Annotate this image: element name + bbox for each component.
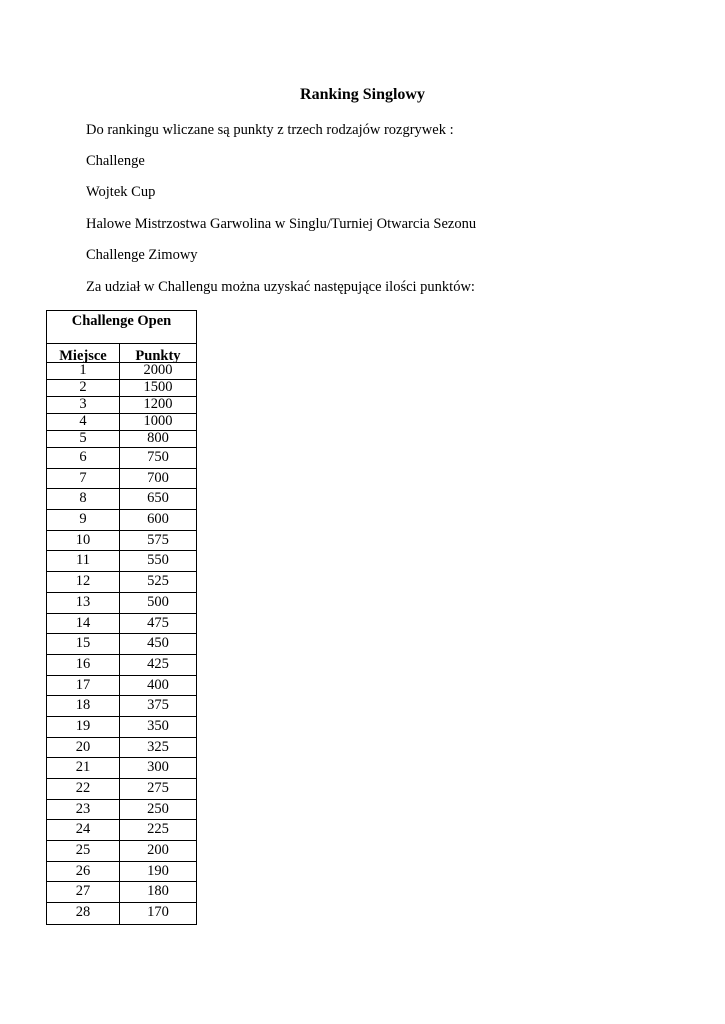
table-row — [47, 531, 196, 552]
table-row — [47, 800, 196, 821]
table-row — [47, 779, 196, 800]
table-row — [47, 738, 196, 759]
points-table — [46, 310, 197, 925]
table-row — [47, 903, 196, 924]
points-cell: 190 — [147, 862, 169, 879]
table-row — [47, 841, 196, 862]
points-cell: 425 — [147, 655, 169, 672]
points-cell: 450 — [147, 635, 169, 652]
place-cell: 20 — [47, 738, 120, 758]
place-cell: 23 — [47, 800, 120, 820]
points-cell: 700 — [147, 469, 169, 486]
list-item-halowe-mistrzostwa: Halowe Mistrzostwa Garwolina w Singlu/Turniej Otwarcia Sezonu — [86, 216, 477, 232]
place-cell: 25 — [47, 841, 120, 861]
points-cell: 1500 — [143, 379, 173, 395]
points-intro-paragraph: Za udział w Challengu można uzyskać następujące ilości punktów: — [86, 279, 475, 295]
place-cell: 16 — [47, 655, 120, 675]
table-row — [47, 820, 196, 841]
points-cell: 180 — [147, 883, 169, 900]
table-row — [47, 655, 196, 676]
points-cell: 300 — [147, 759, 169, 776]
column-header-place: Miejsce — [47, 344, 120, 362]
points-cell: 600 — [147, 511, 169, 528]
table-row — [47, 614, 196, 635]
place-cell: 10 — [47, 531, 120, 551]
table-body — [47, 363, 196, 924]
table-row — [47, 676, 196, 697]
points-cell: 375 — [147, 697, 169, 714]
points-cell: 170 — [147, 904, 169, 921]
place-cell: 24 — [47, 820, 120, 840]
place-cell: 14 — [47, 614, 120, 634]
list-item-challenge-zimowy: Challenge Zimowy — [86, 247, 198, 263]
place-cell: 19 — [47, 717, 120, 737]
place-cell: 13 — [47, 593, 120, 613]
table-row — [47, 489, 196, 510]
table-row — [47, 380, 196, 397]
table-row — [47, 551, 196, 572]
table-row — [47, 634, 196, 655]
points-cell: 225 — [147, 821, 169, 838]
place-cell: 18 — [47, 696, 120, 716]
points-cell: 400 — [147, 676, 169, 693]
column-header-points: Punkty — [135, 348, 181, 364]
points-cell: 525 — [147, 573, 169, 590]
place-cell: 4 — [47, 414, 120, 430]
table-row — [47, 572, 196, 593]
table-row — [47, 758, 196, 779]
table-caption: Challenge Open — [47, 311, 196, 344]
points-cell: 325 — [147, 738, 169, 755]
place-cell: 17 — [47, 676, 120, 696]
points-cell: 350 — [147, 717, 169, 734]
list-item-wojtek-cup: Wojtek Cup — [86, 184, 156, 200]
points-cell: 475 — [147, 614, 169, 631]
table-header-row — [47, 344, 196, 363]
points-cell: 200 — [147, 842, 169, 859]
table-row — [47, 882, 196, 903]
table-row — [47, 363, 196, 380]
points-cell: 1200 — [143, 396, 173, 412]
points-cell: 500 — [147, 593, 169, 610]
place-cell: 8 — [47, 489, 120, 509]
place-cell: 11 — [47, 551, 120, 571]
place-cell: 7 — [47, 469, 120, 489]
place-cell: 26 — [47, 862, 120, 882]
table-row — [47, 414, 196, 431]
table-row — [47, 510, 196, 531]
points-cell: 800 — [147, 430, 169, 446]
points-cell: 275 — [147, 780, 169, 796]
place-cell: 22 — [47, 779, 120, 799]
table-row — [47, 717, 196, 738]
points-cell: 650 — [147, 490, 169, 507]
table-row — [47, 431, 196, 448]
page-title: Ranking Singlowy — [300, 86, 425, 103]
table-row — [47, 448, 196, 469]
place-cell: 9 — [47, 510, 120, 530]
intro-paragraph: Do rankingu wliczane są punkty z trzech rodzajów rozgrywek : — [86, 122, 454, 138]
place-cell: 2 — [47, 380, 120, 396]
place-cell: 21 — [47, 758, 120, 778]
table-row — [47, 593, 196, 614]
place-cell: 12 — [47, 572, 120, 592]
place-cell: 5 — [47, 431, 120, 447]
place-cell: 28 — [47, 903, 120, 924]
list-item-challenge: Challenge — [86, 153, 145, 169]
place-cell: 6 — [47, 448, 120, 468]
table-row — [47, 397, 196, 414]
points-cell: 2000 — [143, 362, 173, 378]
table-row — [47, 469, 196, 490]
points-cell: 250 — [147, 800, 169, 817]
points-cell: 750 — [147, 449, 169, 465]
place-cell: 27 — [47, 882, 120, 902]
table-row — [47, 696, 196, 717]
points-cell: 550 — [147, 552, 169, 569]
place-cell: 15 — [47, 634, 120, 654]
points-cell: 575 — [147, 531, 169, 548]
points-cell: 1000 — [143, 413, 173, 429]
place-cell: 3 — [47, 397, 120, 413]
table-row — [47, 862, 196, 883]
place-cell: 1 — [47, 363, 120, 379]
